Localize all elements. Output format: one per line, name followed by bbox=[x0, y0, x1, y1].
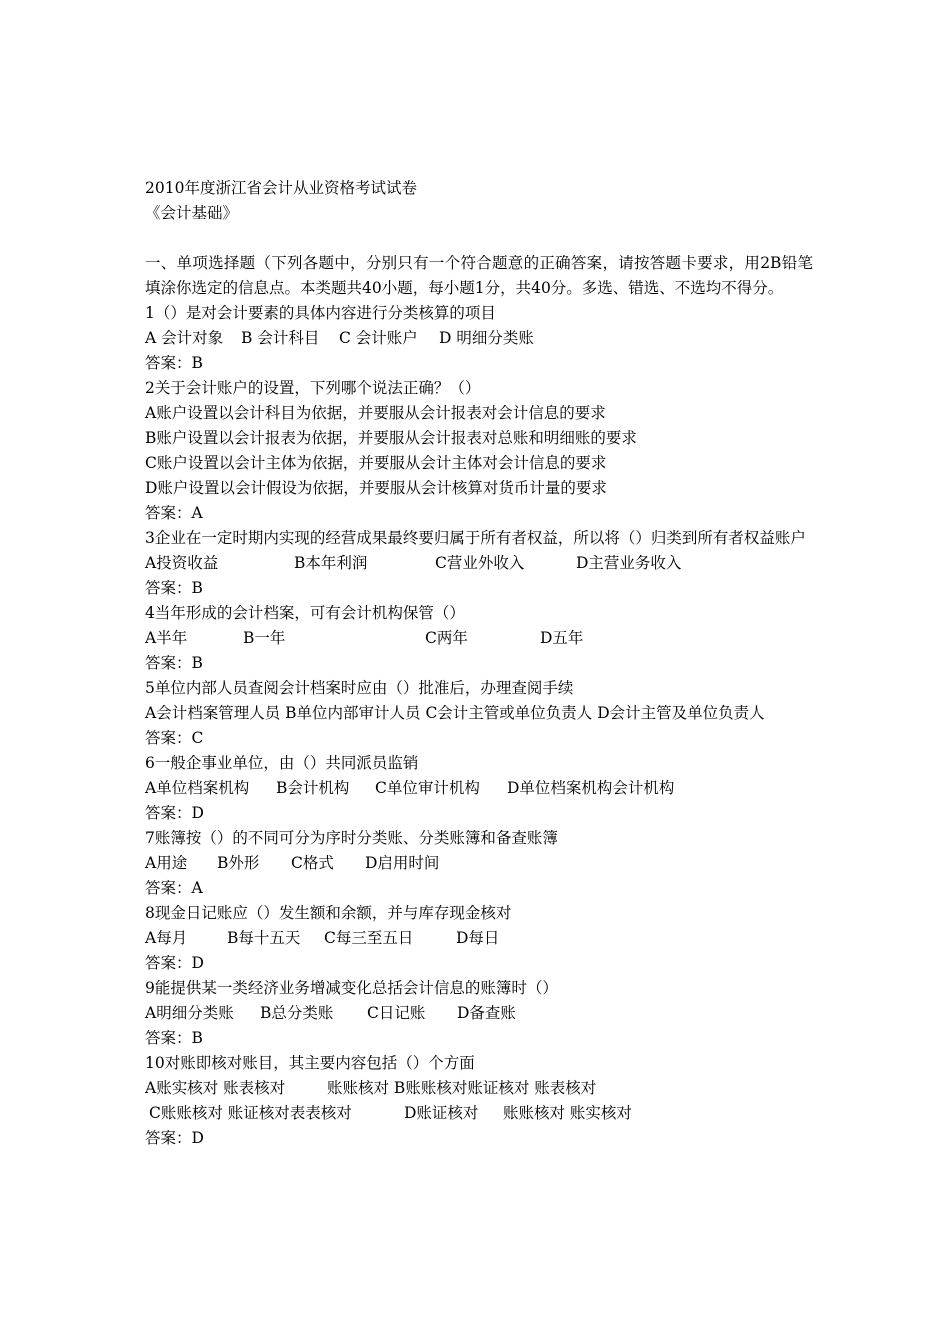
option-d: D备查账 bbox=[457, 1004, 516, 1022]
option-b: B总分类账 bbox=[260, 1004, 334, 1022]
option-a: A 会计对象 bbox=[145, 329, 224, 347]
document-subtitle: 《会计基础》 bbox=[145, 204, 239, 222]
question-stem: 2关于会计账户的设置，下列哪个说法正确？（） bbox=[145, 379, 481, 397]
option-b: B会计机构 bbox=[276, 779, 350, 797]
document-title: 2010年度浙江省会计从业资格考试试卷 bbox=[145, 179, 417, 197]
answer: 答案：A bbox=[145, 504, 203, 522]
question-options bbox=[145, 926, 813, 951]
option-b: B账户设置以会计报表为依据，并要服从会计报表对总账和明细账的要求 bbox=[145, 429, 637, 447]
option-b: B 会计科目 bbox=[241, 329, 320, 347]
option-c: C两年 bbox=[425, 629, 468, 647]
question-stem: 5单位内部人员查阅会计档案时应由（）批准后，办理查阅手续 bbox=[145, 679, 574, 697]
option-d: D 明细分类账 bbox=[439, 329, 534, 347]
answer: 答案：D bbox=[145, 804, 204, 822]
option-d: D启用时间 bbox=[365, 854, 440, 872]
option-a: A半年 bbox=[145, 629, 188, 647]
question-stem: 1（）是对会计要素的具体内容进行分类核算的项目 bbox=[145, 304, 496, 322]
option-a: A账户设置以会计科目为依据，并要服从会计报表对会计信息的要求 bbox=[145, 404, 606, 422]
question-stem: 10对账即核对账目，其主要内容包括（）个方面 bbox=[145, 1054, 475, 1072]
option-a: A每月 bbox=[145, 929, 188, 947]
document-body bbox=[145, 176, 813, 1151]
question-stem: 9能提供某一类经济业务增减变化总括会计信息的账簿时（） bbox=[145, 979, 558, 997]
answer: 答案：C bbox=[145, 729, 204, 747]
option-d: D账户设置以会计假设为依据，并要服从会计核算对货币计量的要求 bbox=[145, 479, 607, 497]
option-b: B外形 bbox=[217, 854, 260, 872]
option-a: A投资收益 bbox=[145, 554, 219, 572]
option-b: B本年利润 bbox=[294, 554, 368, 572]
option-c: C营业外收入 bbox=[435, 554, 525, 572]
option-a: A单位档案机构 bbox=[145, 779, 250, 797]
option-d: D五年 bbox=[540, 629, 584, 647]
question-stem: 3企业在一定时期内实现的经营成果最终要归属于所有者权益，所以将（）归类到所有者权益账户 bbox=[145, 529, 806, 547]
answer: 答案：B bbox=[145, 654, 203, 672]
option-c: C格式 bbox=[291, 854, 334, 872]
option-d: D主营业务收入 bbox=[576, 554, 682, 572]
answer: 答案：B bbox=[145, 579, 203, 597]
question-options bbox=[145, 851, 813, 876]
answer: 答案：D bbox=[145, 954, 204, 972]
question-options bbox=[145, 776, 813, 801]
question-stem: 6一般企事业单位，由（）共同派员监销 bbox=[145, 754, 419, 772]
option-b: B每十五天 bbox=[227, 929, 301, 947]
question-stem: 7账簿按（）的不同可分为序时分类账、分类账簿和备查账簿 bbox=[145, 829, 558, 847]
option-d: D每日 bbox=[456, 929, 500, 947]
option-a: A明细分类账 bbox=[145, 1004, 234, 1022]
option-d-continued: 账账核对 账实核对 bbox=[503, 1104, 632, 1122]
answer: 答案：B bbox=[145, 354, 203, 372]
answer: 答案：A bbox=[145, 879, 203, 897]
answer: 答案：B bbox=[145, 1029, 203, 1047]
question-options bbox=[145, 551, 813, 576]
option-c: C账账核对 账证核对表表核对 bbox=[149, 1104, 352, 1122]
question-options bbox=[145, 1101, 813, 1126]
option-d: D账证核对 bbox=[404, 1104, 479, 1122]
option-c: C日记账 bbox=[367, 1004, 426, 1022]
option-c: C 会计账户 bbox=[339, 329, 418, 347]
option-d: D单位档案机构会计机构 bbox=[507, 779, 675, 797]
option-c: C每三至五日 bbox=[324, 929, 414, 947]
question-options: A会计档案管理人员 B单位内部审计人员 C会计主管或单位负责人 D会计主管及单位负责人 bbox=[145, 704, 765, 722]
answer: 答案：D bbox=[145, 1129, 204, 1147]
question-options bbox=[145, 1001, 813, 1026]
option-a: A用途 bbox=[145, 854, 188, 872]
question-options bbox=[145, 1076, 813, 1101]
option-b: B一年 bbox=[243, 629, 286, 647]
question-options bbox=[145, 326, 813, 351]
option-c: C账户设置以会计主体为依据，并要服从会计主体对会计信息的要求 bbox=[145, 454, 607, 472]
question-stem: 8现金日记账应（）发生额和余额，并与库存现金核对 bbox=[145, 904, 512, 922]
blank-line bbox=[145, 226, 813, 251]
question-options bbox=[145, 626, 813, 651]
section-intro: 一、单项选择题（下列各题中，分别只有一个符合题意的正确答案，请按答题卡要求，用2B铅笔填涂你选定的信息点。本类题共40小题，每小题1分，共40分。多选、错选、不选均不得分。 bbox=[145, 254, 813, 297]
option-a: A账实核对 账表核对 bbox=[145, 1079, 286, 1097]
option-b: 账账核对 B账账核对账证核对 账表核对 bbox=[327, 1079, 597, 1097]
question-stem: 4当年形成的会计档案，可有会计机构保管（） bbox=[145, 604, 465, 622]
option-c: C单位审计机构 bbox=[375, 779, 480, 797]
